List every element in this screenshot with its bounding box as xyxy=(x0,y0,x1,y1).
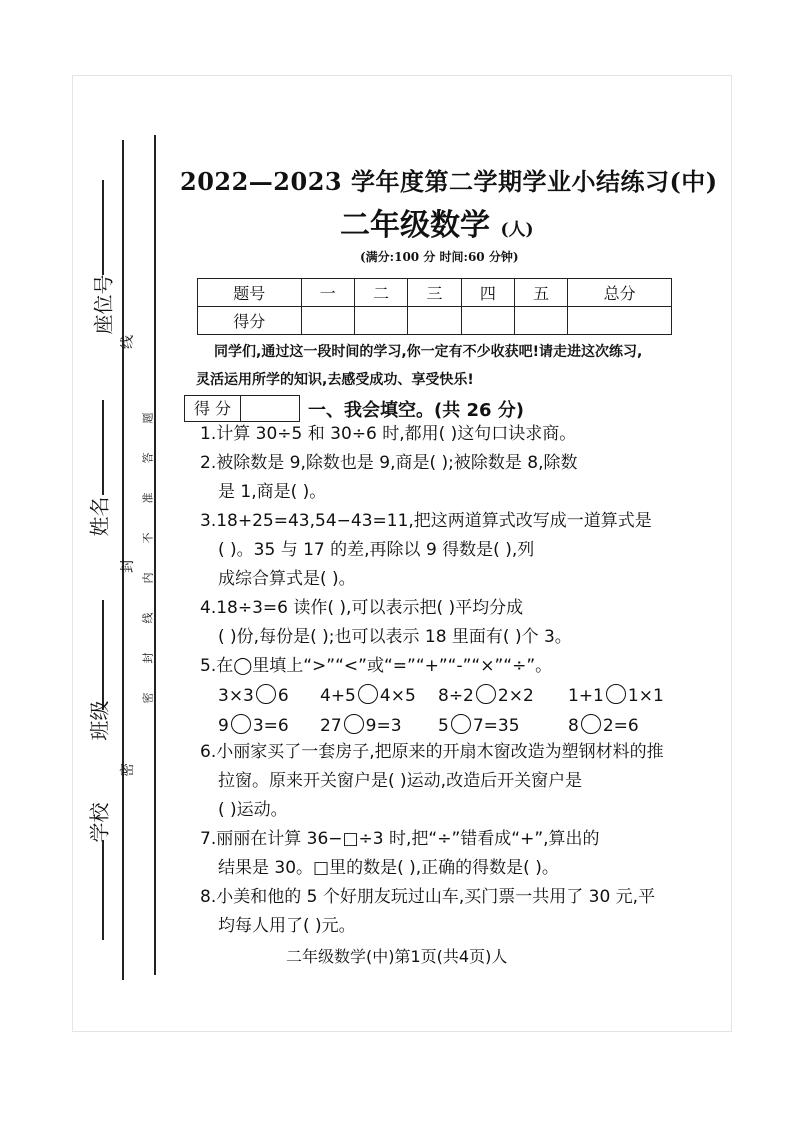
question-6-cont xyxy=(200,767,690,796)
compare-item xyxy=(218,714,289,736)
compare-left: 27 xyxy=(320,716,342,736)
compare-left: 1+1 xyxy=(568,686,604,706)
question-8: 8.小美和他的 5 个好朋友玩过山车,买门票一共用了 30 元,平 xyxy=(200,887,656,907)
compare-item xyxy=(320,714,402,736)
compare-left: 5 xyxy=(438,716,449,736)
question-line: 拉窗。原来开关窗户是( )运动,改造后开关窗户是 xyxy=(218,771,583,791)
compare-right: 2=6 xyxy=(602,716,639,736)
score-entry[interactable] xyxy=(354,307,407,335)
seat-label: 座位号 xyxy=(91,274,116,335)
question-6-cont2 xyxy=(200,796,690,825)
full-mark-info: (满分:100 分 时间:60 分钟) xyxy=(360,250,519,264)
answer-circle[interactable] xyxy=(231,714,251,734)
seal-char-2: 答 xyxy=(141,452,155,464)
question-3-cont2 xyxy=(200,565,690,594)
compare-left: 8 xyxy=(568,716,579,736)
seal-mi-mark: 密 xyxy=(120,763,136,777)
compare-right: 6 xyxy=(277,686,289,706)
seal-char-4: 不 xyxy=(141,532,155,544)
intro-line: 同学们,通过这一段时间的学习,你一定有不少收获吧!请走进这次练习, xyxy=(214,344,643,360)
seal-line-mark: 线 xyxy=(120,335,136,349)
compare-item xyxy=(568,684,664,706)
answer-circle[interactable] xyxy=(344,714,364,734)
question-line: 结果是 30。□里的数是( ),正确的得数是( )。 xyxy=(218,858,559,878)
name-blank xyxy=(102,400,104,495)
seat-blank xyxy=(102,180,104,275)
question-line: ( )运动。 xyxy=(218,800,288,820)
school-blank xyxy=(102,840,104,940)
intro-text xyxy=(196,338,686,394)
compare-item xyxy=(438,714,520,736)
question-6: 6.小丽家买了一套房子,把原来的开扇木窗改造为塑钢材料的推 xyxy=(200,742,664,762)
name-label: 姓名 xyxy=(87,496,112,537)
answer-circle[interactable] xyxy=(476,684,496,704)
question-line: 成综合算式是( )。 xyxy=(218,569,356,589)
score-table-cell: 一 xyxy=(301,279,354,307)
score-entry[interactable] xyxy=(515,307,568,335)
section-score-label: 得 分 xyxy=(185,396,241,421)
score-entry[interactable] xyxy=(301,307,354,335)
compare-right: 4×5 xyxy=(379,686,416,706)
answer-circle[interactable] xyxy=(581,714,601,734)
class-label: 班级 xyxy=(87,700,112,741)
question-2: 2.被除数是 9,除数也是 9,商是( );被除数是 8,除数 xyxy=(200,453,578,473)
question-1: 1.计算 30÷5 和 30÷6 时,都用( )这句口诀求商。 xyxy=(200,424,577,444)
question-line: ( )份,每份是( );也可以表示 18 里面有( )个 3。 xyxy=(218,627,572,647)
compare-right: 2×2 xyxy=(497,686,534,706)
compare-item xyxy=(218,684,289,706)
compare-left: 8÷2 xyxy=(438,686,474,706)
question-4-cont xyxy=(200,623,690,652)
question-3: 3.18+25=43,54−43=11,把这两道算式改写成一道算式是 xyxy=(200,511,652,531)
section-heading: 一、我会填空。(共 26 分) xyxy=(308,400,525,421)
compare-left: 4+5 xyxy=(320,686,356,706)
seal-char-8: 密 xyxy=(141,692,155,704)
seal-feng-mark: 封 xyxy=(120,559,136,573)
seal-char-3: 准 xyxy=(141,492,155,504)
score-table xyxy=(197,278,672,335)
score-table-cell: 五 xyxy=(515,279,568,307)
seal-char-1: 题 xyxy=(141,412,155,424)
compare-item xyxy=(438,684,534,706)
compare-right: 7=35 xyxy=(472,716,520,736)
score-entry[interactable] xyxy=(568,307,672,335)
score-entry[interactable] xyxy=(408,307,461,335)
page-footer: 二年级数学(中)第1页(共4页)人 xyxy=(286,947,508,966)
school-label: 学校 xyxy=(87,802,112,843)
score-table-cell: 三 xyxy=(408,279,461,307)
question-line: 均每人用了( )元。 xyxy=(218,916,356,936)
intro-line: 灵活运用所学的知识,去感受成功、享受快乐! xyxy=(196,372,474,388)
compare-right: 1×1 xyxy=(627,686,664,706)
binding-line-inner xyxy=(154,135,156,975)
score-entry[interactable] xyxy=(461,307,514,335)
edition-label: (人) xyxy=(500,220,534,240)
answer-circle[interactable] xyxy=(451,714,471,734)
answer-circle[interactable] xyxy=(606,684,626,704)
score-table-cell: 四 xyxy=(461,279,514,307)
question-2-cont xyxy=(200,478,690,507)
seal-char-6: 线 xyxy=(141,612,155,624)
question-5: 5.在◯里填上“>”“<”或“=”“+”“-”“×”“÷”。 xyxy=(200,656,553,676)
question-8-cont xyxy=(200,912,690,941)
compare-right: 3=6 xyxy=(252,716,289,736)
compare-left: 3×3 xyxy=(218,686,254,706)
score-table-score-row xyxy=(198,307,672,335)
score-table-cell: 总分 xyxy=(568,279,672,307)
exam-title: 2022—2023 学年度第二学期学业小结练习(中) xyxy=(180,167,718,196)
seal-char-5: 内 xyxy=(141,572,155,584)
compare-item xyxy=(320,684,416,706)
question-3-cont xyxy=(200,536,690,565)
score-table-cell: 得分 xyxy=(198,307,302,335)
score-table-header-row xyxy=(198,279,672,307)
subject-label: 二年级数学 xyxy=(340,208,490,243)
question-7-cont xyxy=(200,854,690,883)
answer-circle[interactable] xyxy=(358,684,378,704)
exam-subtitle xyxy=(340,200,534,244)
section-score-entry[interactable] xyxy=(241,396,299,421)
question-4: 4.18÷3=6 读作( ),可以表示把( )平均分成 xyxy=(200,598,524,618)
seal-char-7: 封 xyxy=(141,652,155,664)
compare-left: 9 xyxy=(218,716,229,736)
answer-circle[interactable] xyxy=(256,684,276,704)
compare-right: 9=3 xyxy=(365,716,402,736)
question-line: 是 1,商是( )。 xyxy=(218,482,327,502)
score-table-cell: 二 xyxy=(354,279,407,307)
section-score-box xyxy=(184,395,300,422)
question-line: ( )。35 与 17 的差,再除以 9 得数是( ),列 xyxy=(218,540,535,560)
class-blank xyxy=(102,600,104,710)
question-7: 7.丽丽在计算 36−□÷3 时,把“÷”错看成“+”,算出的 xyxy=(200,829,600,849)
score-table-cell: 题号 xyxy=(198,279,302,307)
compare-item xyxy=(568,714,639,736)
